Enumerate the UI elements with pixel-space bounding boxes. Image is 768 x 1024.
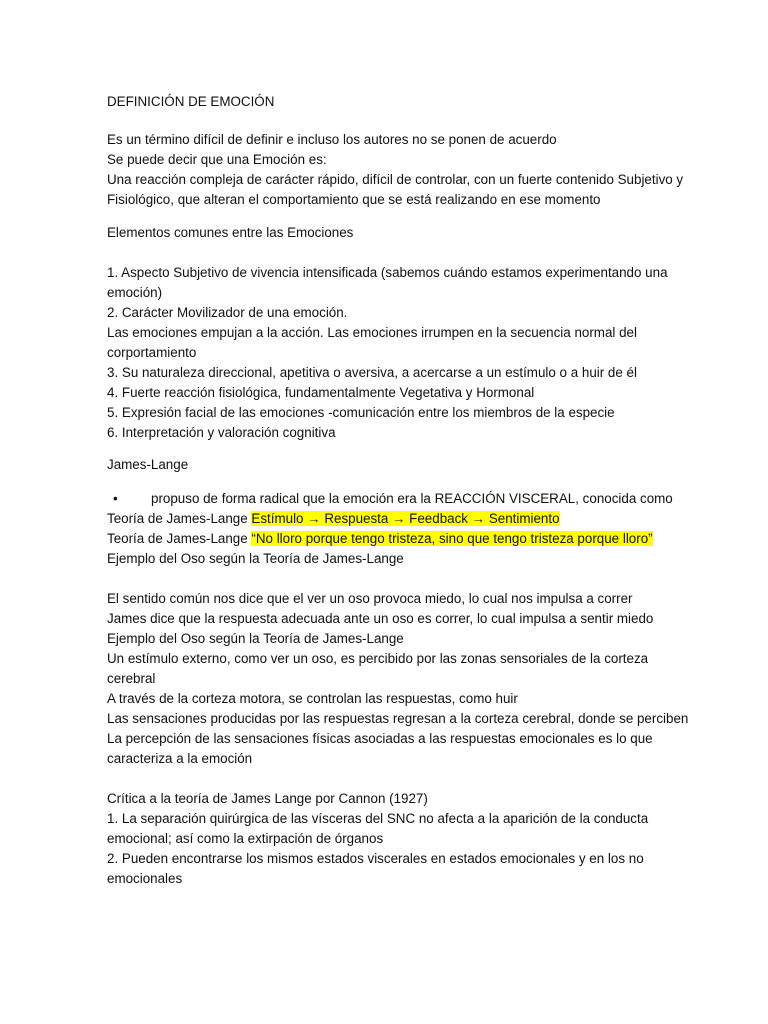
- bear-line: Las sensaciones producidas por las respuestas regresan a la corteza cerebral, donde se perciben: [107, 711, 689, 726]
- bear-line: La percepción de las sensaciones físicas asociadas a las respuestas emocionales es lo que: [107, 731, 653, 746]
- highlighted-quote: “No lloro porque tengo tristeza, sino que tengo tristeza porque lloro”: [251, 531, 653, 546]
- bear-line: Ejemplo del Oso según la Teoría de James-Lange: [107, 631, 404, 646]
- intro-line: Fisiológico, que alteran el comportamiento que se está realizando en ese momento: [107, 192, 601, 207]
- james-lange-heading: James-Lange: [107, 457, 189, 472]
- elements-list: [107, 263, 667, 443]
- elements-heading: Elementos comunes entre las Emociones: [107, 225, 354, 240]
- list-item: corportamiento: [107, 345, 197, 360]
- bear-line: A través de la corteza motora, se controlan las respuestas, como huir: [107, 691, 518, 706]
- document-title: DEFINICIÓN DE EMOCIÓN: [107, 94, 275, 109]
- critique-heading: Crítica a la teoría de James Lange por Cannon (1927): [107, 791, 428, 806]
- theory-line-1: [107, 509, 667, 529]
- critique-line: 1. La separación quirúrgica de las vísceras del SNC no afecta a la aparición de la conducta: [107, 811, 649, 826]
- list-item: 5. Expresión facial de las emociones -comunicación entre los miembros de la especie: [107, 405, 615, 420]
- critique-block: [107, 789, 667, 889]
- intro-line: Se puede decir que una Emoción es:: [107, 152, 327, 167]
- elements-heading-block: [107, 223, 667, 243]
- bear-line: James dice que la respuesta adecuada ante un oso es correr, lo cual impulsa a sentir miedo: [107, 611, 654, 626]
- critique-line: emocional; así como la extirpación de órganos: [107, 831, 384, 846]
- theory-prefix: Teoría de James-Lange: [107, 531, 252, 546]
- bear-example-block: [107, 589, 689, 769]
- critique-line: emocionales: [107, 871, 183, 886]
- theory-line-2: [107, 529, 667, 549]
- bear-line: Un estímulo externo, como ver un oso, es percibido por las zonas sensoriales de la corteza: [107, 651, 649, 666]
- list-item: 2. Carácter Movilizador de una emoción.: [107, 305, 348, 320]
- intro-line: Es un término difícil de definir e incluso los autores no se ponen de acuerdo: [107, 132, 557, 147]
- list-item: 1. Aspecto Subjetivo de vivencia intensificada (sabemos cuándo estamos experimentando una: [107, 265, 668, 280]
- bear-example-heading: Ejemplo del Oso según la Teoría de James-Lange: [107, 551, 404, 566]
- document-title-block: [107, 92, 667, 112]
- bullet-item: [107, 489, 673, 509]
- highlighted-sequence: Estímulo → Respuesta → Feedback → Sentimiento: [251, 511, 560, 526]
- critique-line: 2. Pueden encontrarse los mismos estados viscerales en estados emocionales y en los no: [107, 851, 644, 866]
- list-item: 6. Interpretación y valoración cognitiva: [107, 425, 336, 440]
- bullet-text: propuso de forma radical que la emoción era la REACCIÓN VISCERAL, conocida como: [151, 491, 673, 506]
- list-item: 3. Su naturaleza direccional, apetitiva o aversiva, a acercarse a un estímulo o a huir de él: [107, 365, 637, 380]
- bear-line: cerebral: [107, 671, 156, 686]
- list-item: emoción): [107, 285, 163, 300]
- intro-line: Una reacción compleja de carácter rápido, difícil de controlar, con un fuerte contenido Subjetivo y: [107, 172, 684, 187]
- intro-block: [107, 130, 684, 210]
- james-heading-block: [107, 455, 667, 475]
- list-item: 4. Fuerte reacción fisiológica, fundamentalmente Vegetativa y Hormonal: [107, 385, 535, 400]
- bear-line: caracteriza a la emoción: [107, 751, 253, 766]
- bullet-icon: •: [113, 491, 118, 506]
- theory-prefix: Teoría de James-Lange: [107, 511, 252, 526]
- list-item: Las emociones empujan a la acción. Las emociones irrumpen en la secuencia normal del: [107, 325, 637, 340]
- james-theory-block: [107, 489, 673, 569]
- bear-line: El sentido común nos dice que el ver un oso provoca miedo, lo cual nos impulsa a correr: [107, 591, 633, 606]
